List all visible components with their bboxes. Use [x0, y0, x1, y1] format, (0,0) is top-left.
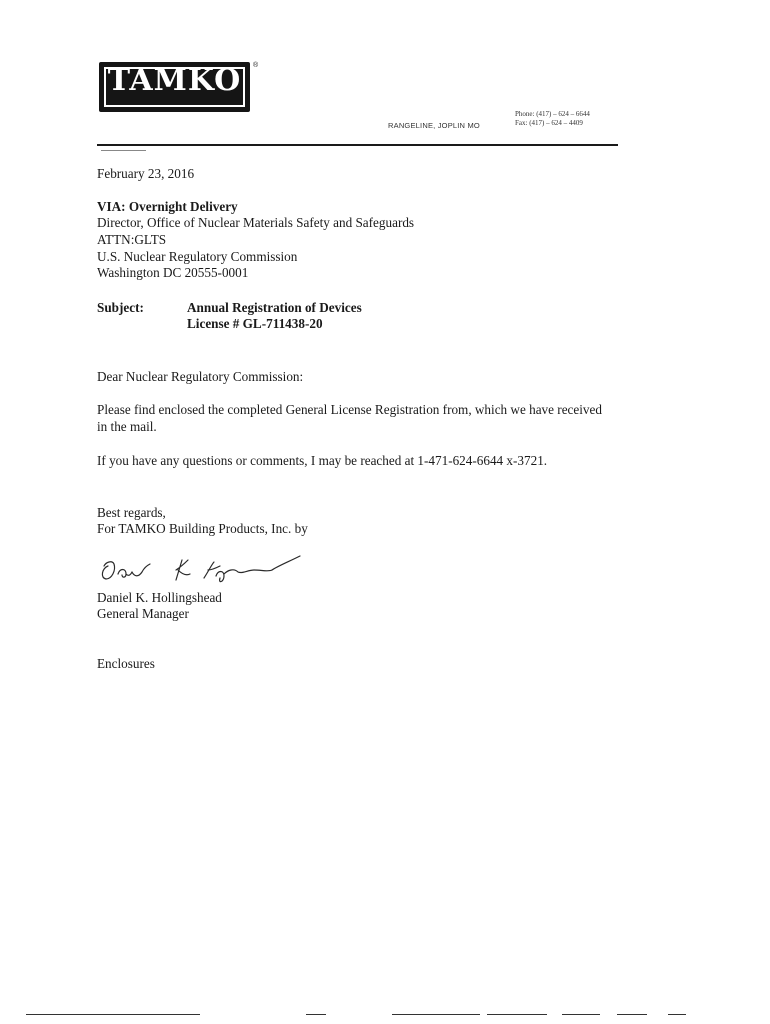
letterhead-phone: Phone: (417) – 624 – 6644 — [515, 110, 590, 118]
tamko-logo — [99, 62, 250, 112]
letterhead-contact — [515, 110, 590, 128]
recipient-line-3: U.S. Nuclear Regulatory Commission — [97, 249, 298, 264]
handwritten-signature — [96, 548, 316, 588]
letterhead-address: RANGELINE, JOPLIN MO — [388, 121, 480, 130]
salutation: Dear Nuclear Regulatory Commission: — [97, 369, 304, 384]
footer-rule-4 — [487, 1014, 547, 1015]
subject-label: Subject: — [97, 300, 144, 315]
subject-line-1: Annual Registration of Devices — [187, 300, 362, 315]
closing-company: For TAMKO Building Products, Inc. by — [97, 521, 308, 536]
body-paragraph-1-line-2: in the mail. — [97, 419, 157, 434]
footer-rule-1 — [26, 1014, 200, 1015]
body-paragraph-2: If you have any questions or comments, I may be reached at 1-471-624-6644 x-3721. — [97, 453, 548, 468]
footer-rule-5 — [562, 1014, 600, 1015]
footer-rule-3 — [392, 1014, 480, 1015]
body-paragraph-1-line-1: Please find enclosed the completed General License Registration from, which we have received — [97, 402, 602, 417]
footer-rule-6 — [617, 1014, 647, 1015]
delivery-method: VIA: Overnight Delivery — [97, 199, 238, 214]
subject-line-2: License # GL-711438-20 — [187, 316, 323, 331]
letter-date: February 23, 2016 — [97, 166, 195, 181]
logo-text: TAMKO — [107, 63, 242, 98]
recipient-line-4: Washington DC 20555-0001 — [97, 265, 249, 280]
signatory-title: General Manager — [97, 606, 189, 621]
recipient-line-2: ATTN:GLTS — [97, 232, 167, 247]
signatory-name: Daniel K. Hollingshead — [97, 590, 222, 605]
letterhead-divider — [97, 144, 618, 146]
letterhead-short-divider — [101, 150, 146, 151]
enclosures-note: Enclosures — [97, 656, 155, 671]
recipient-line-1: Director, Office of Nuclear Materials Safety and Safeguards — [97, 215, 415, 230]
footer-rule-7 — [668, 1014, 686, 1015]
letterhead-fax: Fax: (417) – 624 – 4409 — [515, 119, 583, 127]
closing-regards: Best regards, — [97, 505, 166, 520]
registered-mark: ® — [253, 62, 259, 69]
footer-rule-2 — [306, 1014, 326, 1015]
